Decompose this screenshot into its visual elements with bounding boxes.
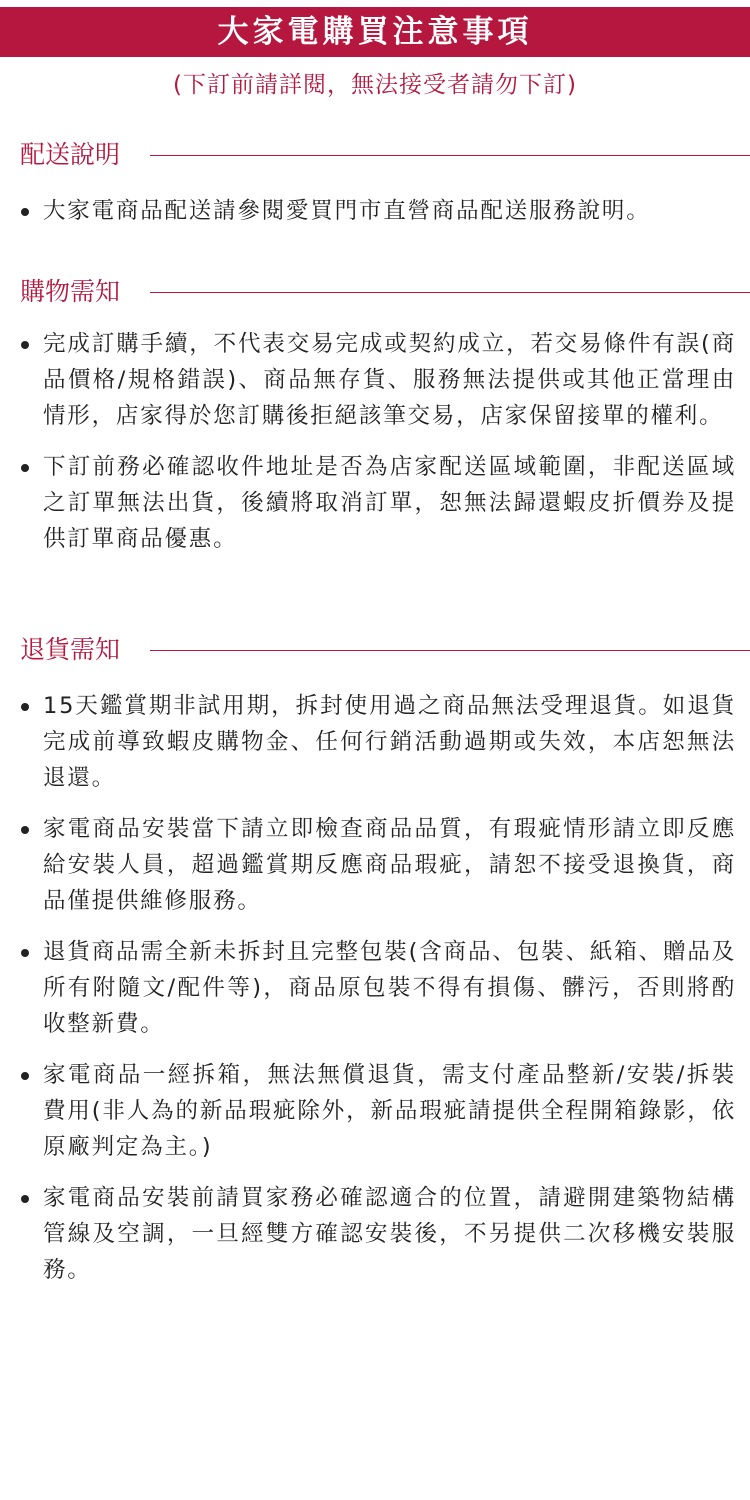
list-item: 下訂前務必確認收件地址是否為店家配送區域範圍，非配送區域之訂單無法出貨，後續將取消訂單，恕無法歸還蝦皮折價券及提供訂單商品優惠。 [0,449,750,557]
page-subtitle: (下訂前請詳閱，無法接受者請勿下訂) [173,72,577,98]
section-shopping-notice [0,274,750,557]
section-title: 配送說明 [20,137,132,173]
list-item: 退貨商品需全新未拆封且完整包裝(含商品、包裝、紙箱、贈品及所有附隨文/配件等)，商品原包裝不得有損傷、髒污，否則將酌收整新費。 [0,934,750,1042]
section-header [0,137,750,173]
list-item: 完成訂購手續，不代表交易完成或契約成立，若交易條件有誤(商品價格/規格錯誤)、商品無存貨、服務無法提供或其他正當理由情形，店家得於您訂購後拒絕該筆交易，店家保留接單的權利。 [0,326,750,434]
bullet-list [0,193,750,229]
list-item: 家電商品安裝前請買家務必確認適合的位置，請避開建築物結構管線及空調，一旦經雙方確認安裝後，不另提供二次移機安裝服務。 [0,1180,750,1288]
section-divider [150,292,750,293]
section-title: 購物需知 [20,274,132,310]
section-divider [150,155,750,156]
list-item: 家電商品一經拆箱，無法無償退貨，需支付產品整新/安裝/拆裝費用(非人為的新品瑕疵除外，新品瑕疵請提供全程開箱錄影，依原廠判定為主。) [0,1057,750,1165]
section-header [0,632,750,668]
list-item: 15天鑑賞期非試用期，拆封使用過之商品無法受理退貨。如退貨完成前導致蝦皮購物金、任何行銷活動過期或失效，本店恕無法退還。 [0,688,750,796]
section-header [0,274,750,310]
section-divider [150,650,750,651]
list-item: 大家電商品配送請參閱愛買門市直營商品配送服務說明。 [0,193,750,229]
bullet-list [0,688,750,1288]
list-item: 家電商品安裝當下請立即檢查商品品質，有瑕疵情形請立即反應給安裝人員，超過鑑賞期反應商品瑕疵，請恕不接受退換貨，商品僅提供維修服務。 [0,811,750,919]
section-return-notice [0,632,750,1288]
section-title: 退貨需知 [20,632,132,668]
section-delivery [0,137,750,229]
page-title: 大家電購買注意事項 [0,7,750,57]
bullet-list [0,326,750,557]
